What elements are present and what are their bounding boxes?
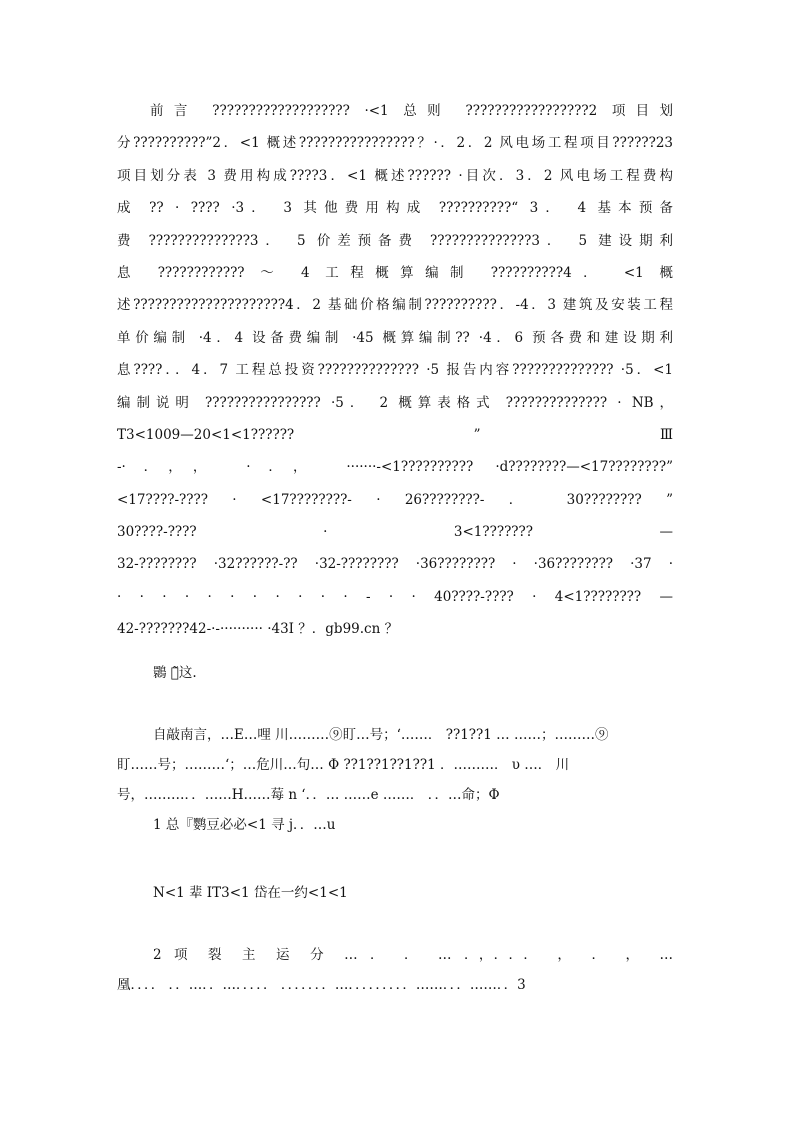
toc-line: 息 ???????????? ～ 4 工程概算编制 ??????????4． <1 概 bbox=[117, 264, 673, 281]
paragraph-line: 自敲南言，…E…哩 川………⑨盯…号；‘……． ??1??1 … ……；………⑨ bbox=[153, 727, 609, 743]
toc-line: 分??????????”2．<1 概述????????????????？·．2．2 风电场工程项目??????23 bbox=[117, 135, 673, 152]
toc-line: -·．，， ·．， ·······-<1?????????? ·d????????—<17????????” bbox=[117, 459, 673, 476]
paragraph-line: 号，………．．……H……莓 n ‘．．… ……e ……． ．．…命；Φ bbox=[117, 787, 500, 803]
toc-line: 42-???????42-·-·········· ·43I ？．gb99.cn ？ bbox=[117, 621, 399, 638]
toc-line: 项目划分表 3 费用构成????3．<1 概述?????? ·目次．3．2 风电场工程费构 bbox=[117, 167, 673, 184]
toc-line: 述?????????????????????4．2 基础价格编制??????????．-4．3 建筑及安装工程 bbox=[117, 297, 673, 314]
toc-line: 32-???????? ·32??????-?? ·32-???????? ·36???????? · ·36???????? ·37 · bbox=[117, 556, 673, 573]
paragraph-line: 盯……号；………‘；…危川…句… Φ ??1??1??1??1 ．………． υ …． 川 bbox=[117, 757, 570, 773]
toc-entry-line: 2 项 裂 主 运 分 … ． ． … ．，．．． ， ． ， … bbox=[153, 947, 673, 963]
toc-line: 成 ?? · ???? ·3． 3 其他费用构成 ??????????“ 3． 4 基本预备 bbox=[117, 200, 673, 217]
toc-line: <17????-???? · <17????????- · 26????????- ． 30???????? ” bbox=[117, 491, 673, 508]
body-paragraph bbox=[117, 720, 673, 840]
toc-entry-line: 凰．．．． ．．…．．…．．．．． ．．．．．．．…．．．．．．．．．……．．．……．．3 bbox=[117, 977, 526, 993]
toc-line: 单价编制 ·4．4 设备费编制 ·45 概算编制?? ·4．6 预各费和建设期利 bbox=[117, 329, 673, 346]
toc-line: 息????．．4．7 工程总投资?????????????? ·5 报告内容?????????????? ·5．<1 bbox=[117, 362, 673, 379]
toc-line: 编制说明 ???????????????? ·5． 2 概算表格式 ?????????????? · NB， bbox=[117, 394, 673, 411]
toc-line: T3<1009—20<1<1?????? ” Ⅲ bbox=[117, 426, 673, 443]
toc-line: 费 ??????????????3． 5 价差预备费 ??????????????3． 5 建设期利 bbox=[117, 232, 673, 249]
toc-line: 30????-???? · 3<1??????? — bbox=[117, 524, 673, 541]
toc-entry-block bbox=[117, 940, 673, 1000]
paragraph-line: 1 总『鹦豆必必<1 寻 j．．…u bbox=[153, 817, 336, 833]
toc-line: 前言 ??????????????????? ·<1 总则 ?????????????????2 项目划 bbox=[150, 103, 673, 119]
section-heading: 䴉 ㄧ̃这. bbox=[153, 665, 197, 681]
toc-line: · · · · · · · · · · · - · · 40????-???? · 4<1???????? — bbox=[117, 588, 673, 605]
table-of-contents bbox=[117, 95, 673, 646]
paragraph-line: N<1 辈 IT3<1 岱在一约<1<1 bbox=[153, 885, 348, 901]
